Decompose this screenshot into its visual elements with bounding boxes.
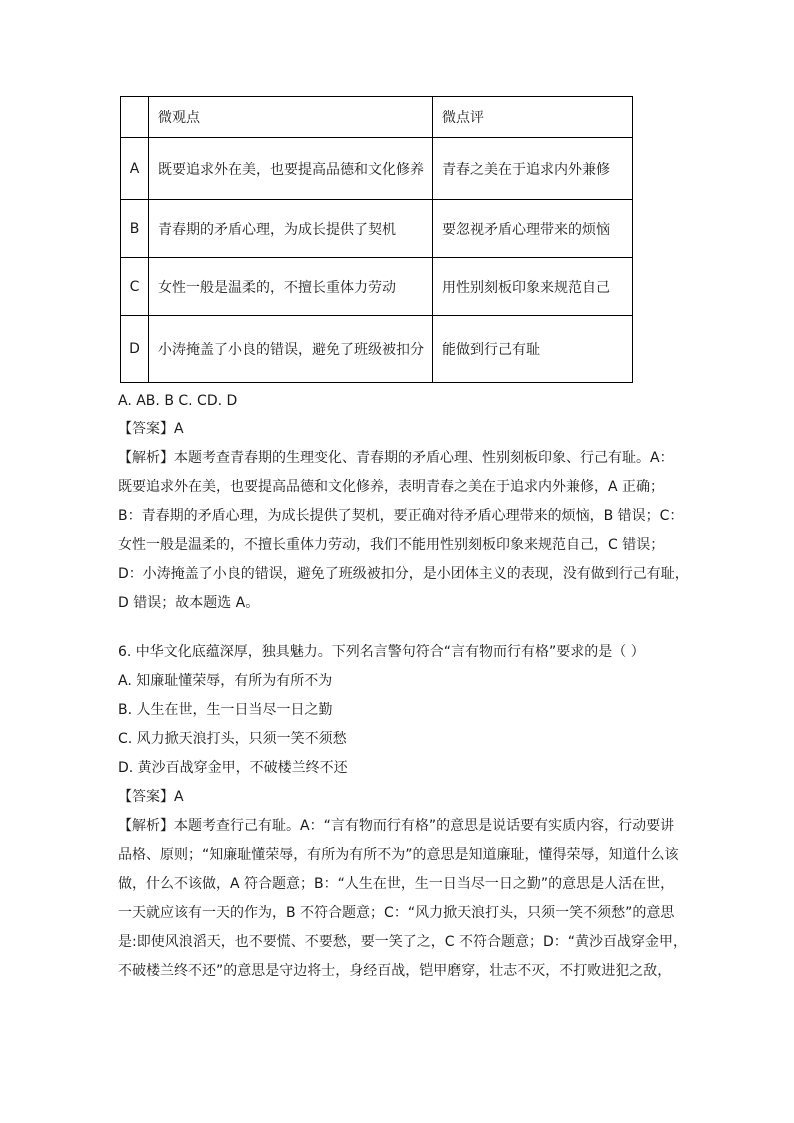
- row-comment: 青春之美在于追求内外兼修: [433, 138, 633, 200]
- table-row: [121, 258, 633, 316]
- table-row: [121, 316, 633, 383]
- q5-analysis-line: D：小涛掩盖了小良的错误，避免了班级被扣分，是小团体主义的表现，没有做到行己有耻，: [118, 566, 689, 582]
- row-comment: 能做到行己有耻: [433, 316, 633, 383]
- row-label: D: [121, 316, 149, 383]
- table-header-label: [121, 97, 149, 138]
- q6-option: D. 黄沙百战穿金甲，不破楼兰终不还: [118, 760, 348, 776]
- table-header-view: 微观点: [149, 97, 433, 138]
- q6-option: A. 知廉耻懂荣辱，有所为有所不为: [118, 673, 333, 689]
- q6-stem: 6. 中华文化底蕴深厚，独具魅力。下列名言警句符合“言有物而行有格”要求的是（ ）: [118, 644, 645, 660]
- q5-analysis-line: 既要追求外在美，也要提高品德和文化修养，表明青春之美在于追求内外兼修，A 正确；: [118, 479, 665, 495]
- viewpoint-table: [120, 96, 633, 383]
- q5-section: [118, 388, 689, 618]
- q6-option: C. 风力掀天浪打头，只须一笑不须愁: [118, 731, 347, 747]
- q5-answer: 【答案】A: [118, 421, 184, 437]
- row-label: A: [121, 138, 149, 200]
- row-comment: 用性别刻板印象来规范自己: [433, 258, 633, 316]
- row-label: C: [121, 258, 149, 316]
- table-row: [121, 200, 633, 258]
- q6-analysis-line: 一天就应该有一天的作为，B 不符合题意；C：“风力掀天浪打头，只须一笑不须愁”的意思: [118, 905, 675, 921]
- q6-section: [118, 638, 687, 986]
- q5-analysis-line: D 错误；故本题选 A。: [118, 595, 260, 611]
- q6-option: B. 人生在世，生一日当尽一日之勤: [118, 702, 333, 718]
- q5-analysis-line: 【解析】本题考查青春期的生理变化、青春期的矛盾心理、性别刻板印象、行己有耻。A：: [118, 450, 674, 466]
- row-view: 女性一般是温柔的，不擅长重体力劳动: [149, 258, 433, 316]
- row-label: B: [121, 200, 149, 258]
- q6-analysis-line: 不破楼兰终不还”的意思是守边将士，身经百战，铠甲磨穿，壮志不灭，不打败进犯之敌，: [118, 963, 672, 979]
- q6-answer: 【答案】A: [118, 789, 184, 805]
- table-header-row: [121, 97, 633, 138]
- q5-analysis-line: B：青春期的矛盾心理，为成长提供了契机，要正确对待矛盾心理带来的烦恼，B 错误；C：: [118, 508, 684, 524]
- q6-analysis-line: 是:即使风浪滔天，也不要慌、不要愁，要一笑了之，C 不符合题意；D：“黄沙百战穿金甲，: [118, 934, 687, 950]
- q6-analysis-line: 【解析】本题考查行己有耻。A：“言有物而行有格”的意思是说话要有实质内容，行动要讲: [118, 818, 675, 834]
- row-view: 青春期的矛盾心理，为成长提供了契机: [149, 200, 433, 258]
- q5-analysis-line: 女性一般是温柔的，不擅长重体力劳动，我们不能用性别刻板印象来规范自己，C 错误；: [118, 537, 665, 553]
- row-comment: 要忽视矛盾心理带来的烦恼: [433, 200, 633, 258]
- q6-analysis-line: 做，什么不该做，A 符合题意；B：“人生在世，生一日当尽一日之勤”的意思是人活在世，: [118, 876, 675, 892]
- q6-analysis-line: 品格、原则；“知廉耻懂荣辱，有所为有所不为”的意思是知道廉耻，懂得荣辱，知道什么该: [118, 847, 679, 863]
- table-header-comment: 微点评: [433, 97, 633, 138]
- q5-choices: A. AB. B C. CD. D: [118, 393, 238, 409]
- row-view: 小涛掩盖了小良的错误，避免了班级被扣分: [149, 316, 433, 383]
- table-row: [121, 138, 633, 200]
- row-view: 既要追求外在美，也要提高品德和文化修养: [149, 138, 433, 200]
